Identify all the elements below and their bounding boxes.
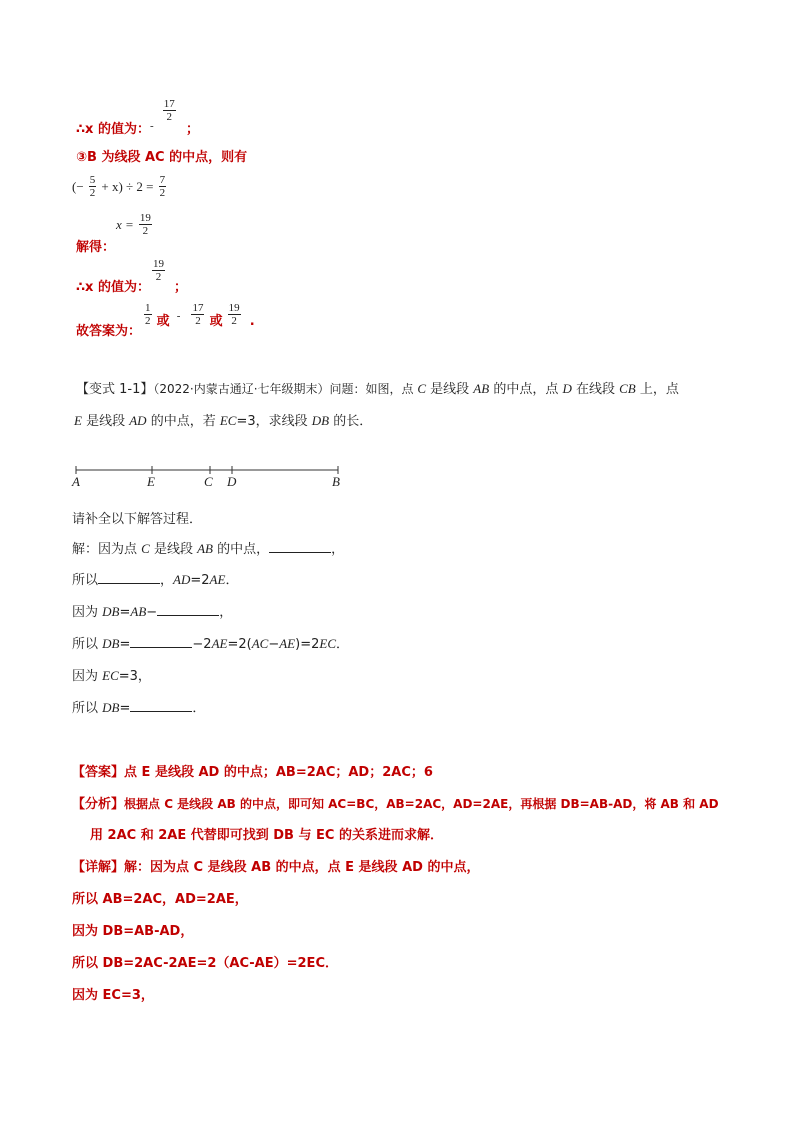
point-label-b: B — [332, 474, 340, 489]
analysis-tag: 【分析】 — [72, 797, 125, 812]
semicolon: ； — [174, 280, 188, 295]
step-3: 因为 DB=AB− ， — [72, 604, 233, 620]
detail-tag: 【详解】 — [72, 860, 125, 875]
blank-2[interactable] — [98, 571, 160, 584]
fraction-19-2: $\frac{19}{2}$ — [153, 258, 164, 283]
blank-5[interactable] — [130, 699, 192, 712]
x-value-label: ∴x 的值为： — [76, 122, 150, 137]
blank-4[interactable] — [130, 635, 192, 648]
instruction-text: 请补全以下解答过程． — [72, 512, 203, 527]
answer-tag: 【答案】 — [72, 765, 125, 780]
detail-line-1: 【详解】解：因为点 C 是线段 AB 的中点，点 E 是线段 AD 的中点， — [72, 860, 480, 875]
detail-line-2: 所以 AB=2AC，AD=2AE， — [72, 892, 248, 907]
final-answer-label: 故答案为： — [76, 324, 142, 339]
variant-problem-line-1: 【变式 1-1】（2022·内蒙古通辽·七年级期末）问题：如图，点 C 是线段 AB 的中点，点 D 在线段 CB 上，点 — [76, 381, 679, 397]
point-label-d: D — [227, 474, 237, 489]
analysis-line-2: 用 2AC 和 2AE 代替即可找到 DB 与 EC 的关系进而求解． — [90, 828, 443, 843]
analysis-line-1: 【分析】根据点 C 是线段 AB 的中点，即可知 AC=BC，AB=2AC，AD=2AE，再根据 DB=AB-AD，将 AB 和 AD — [72, 797, 719, 812]
step-6: 所以 DB= ． — [72, 700, 206, 716]
step-2: 所以 ，AD=2AE． — [72, 572, 239, 588]
point-label-a: A — [72, 474, 80, 489]
step-4: 所以 DB= −2AE=2(AC−AE)=2EC． — [72, 636, 350, 652]
final-answer-values: $\frac{1}{2}$ $_或$ - $\frac{17}{2}$ $_或$ $\frac{19}{2}$ $_.$ — [145, 302, 255, 329]
solve-label: 解得： — [76, 240, 116, 255]
step-5: 因为 EC=3， — [72, 668, 151, 684]
equation-line: (− $\frac{5}{2}$ + x) ÷ 2 = $\frac{7}{2}$ — [72, 174, 166, 199]
point-label-e: E — [147, 474, 155, 489]
case-3-heading: ③B 为线段 AC 的中点，则有 — [76, 150, 248, 165]
fraction-neg-17-2: $_-$ $\frac{17}{2}$ — [150, 98, 175, 132]
solve-equation: x = $\frac{19}{2}$ — [116, 212, 151, 237]
x-value-line-2: ∴x 的值为： — [76, 280, 150, 295]
detail-line-3: 因为 DB=AB-AD， — [72, 924, 194, 939]
answer-line: 【答案】点 E 是线段 AD 的中点；AB=2AC；AD；2AC；6 — [72, 765, 433, 780]
variant-tag: 【变式 1-1】 — [76, 382, 154, 397]
x-value-line-1 — [76, 118, 150, 137]
step-1: 解：因为点 C 是线段 AB 的中点， ， — [72, 541, 345, 557]
detail-line-4: 所以 DB=2AC-2AE=2（AC-AE）=2EC． — [72, 956, 338, 971]
blank-1[interactable] — [269, 540, 331, 553]
semicolon: ； — [186, 122, 200, 137]
point-label-c: C — [204, 474, 213, 489]
variant-problem-line-2: E 是线段 AD 的中点，若 EC=3，求线段 DB 的长． — [74, 413, 373, 429]
blank-3[interactable] — [157, 603, 219, 616]
detail-line-5: 因为 EC=3， — [72, 988, 154, 1003]
